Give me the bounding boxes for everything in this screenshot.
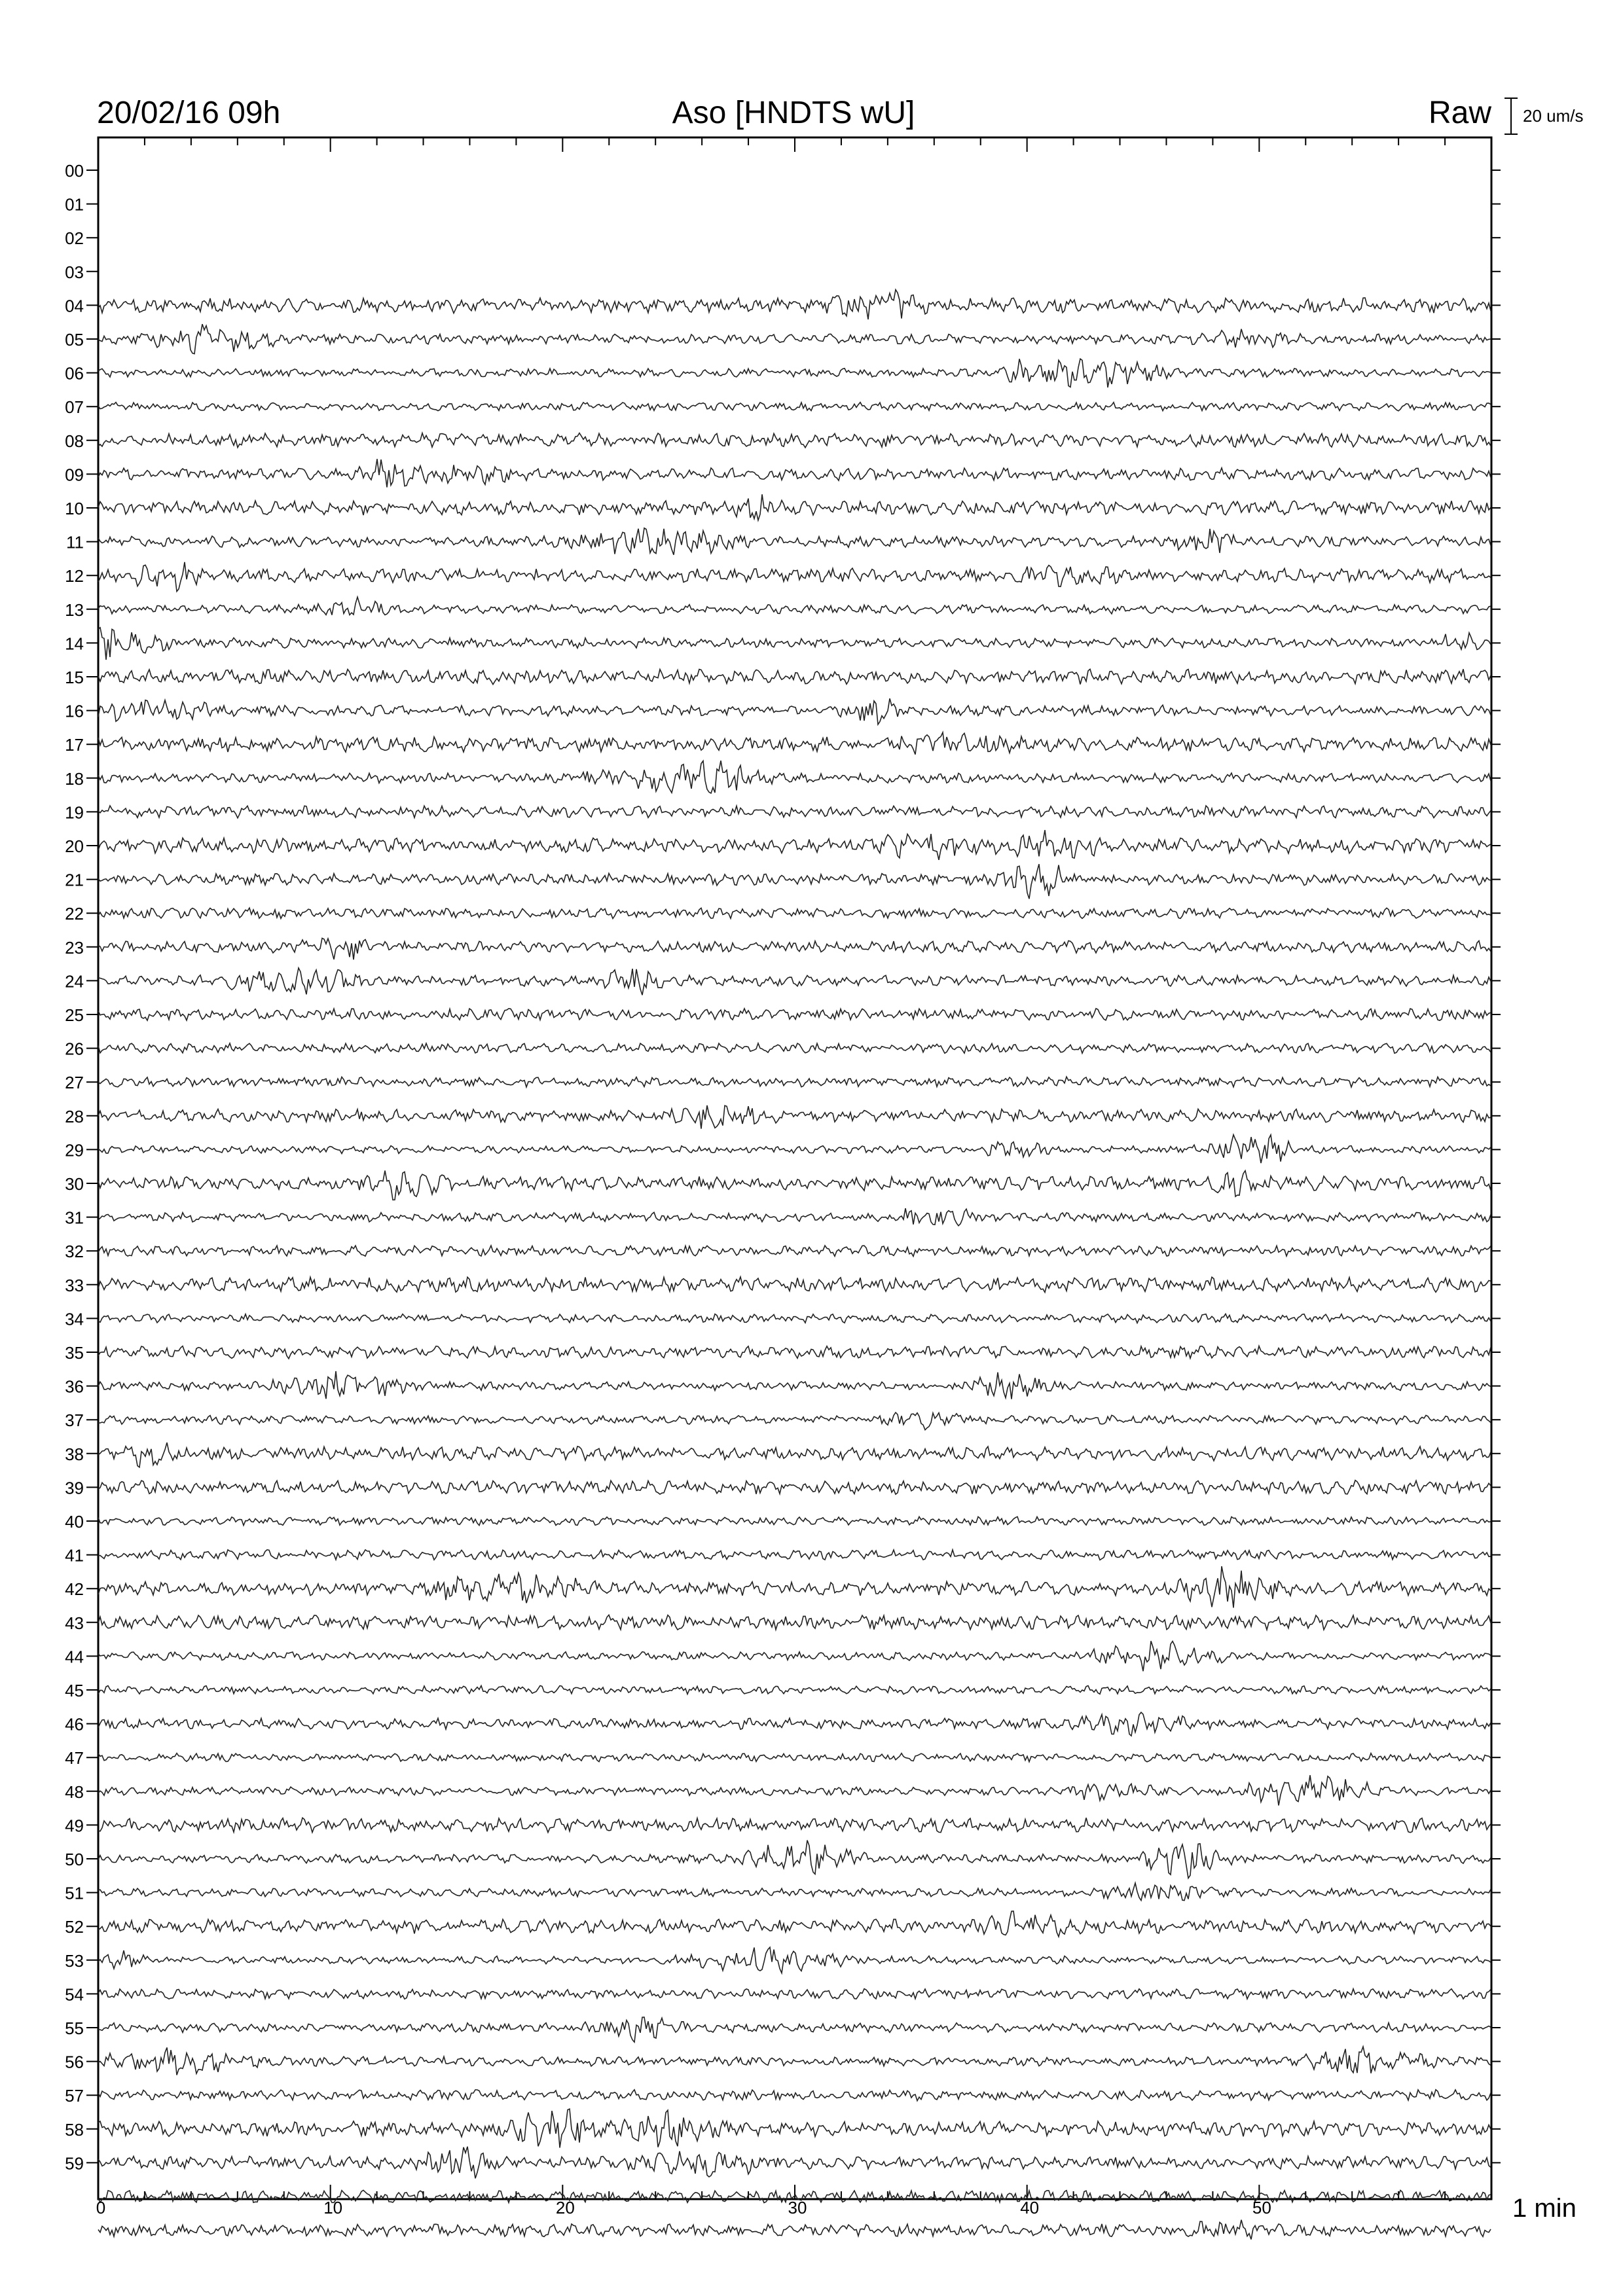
mode-label: Raw: [1428, 96, 1491, 130]
trace-56: [98, 2047, 1491, 2075]
trace-07: [98, 403, 1491, 411]
row-label: 03: [65, 262, 84, 282]
trace-05: [98, 324, 1491, 353]
trace-58: [98, 2109, 1491, 2147]
trace-27: [98, 1077, 1491, 1087]
x-axis-label: 1 min: [1512, 2194, 1577, 2223]
row-label: 50: [65, 1850, 84, 1869]
trace-12: [98, 562, 1491, 592]
row-label: 33: [65, 1275, 84, 1295]
row-label: 00: [65, 161, 84, 181]
top-axis-ticks: [98, 137, 1491, 152]
row-label: 13: [65, 600, 84, 620]
traces: [98, 290, 1491, 2240]
trace-37: [98, 1412, 1491, 1430]
row-label: 26: [65, 1039, 84, 1059]
row-label: 16: [65, 701, 84, 721]
x-tick-label: 20: [555, 2198, 575, 2217]
trace-31: [98, 1208, 1491, 1226]
row-label: 04: [65, 296, 84, 316]
row-label: 43: [65, 1613, 84, 1633]
trace-33: [98, 1277, 1491, 1293]
row-label: 45: [65, 1681, 84, 1700]
row-label: 40: [65, 1512, 84, 1532]
trace-18: [98, 761, 1491, 793]
trace-52: [98, 1911, 1491, 1937]
trace-15: [98, 669, 1491, 684]
trace-06: [98, 359, 1491, 387]
row-label: 15: [65, 668, 84, 687]
row-label: 36: [65, 1376, 84, 1397]
row-label: 20: [65, 836, 84, 856]
row-label: 35: [65, 1343, 84, 1363]
trace-39: [98, 1480, 1491, 1494]
row-label: 34: [65, 1309, 84, 1329]
row-label: 23: [65, 937, 84, 958]
x-tick-label: 40: [1020, 2198, 1040, 2217]
trace-42: [98, 1566, 1491, 1607]
trace-08: [98, 433, 1491, 448]
trace-45: [98, 1686, 1491, 1695]
row-label: 42: [65, 1579, 84, 1600]
trace-41: [98, 1550, 1491, 1560]
x-tick-label: 30: [788, 2198, 807, 2217]
row-label: 38: [65, 1444, 84, 1464]
trace-23: [98, 938, 1491, 960]
trace-34: [98, 1314, 1491, 1323]
row-label: 12: [65, 566, 84, 586]
row-label: 37: [65, 1410, 84, 1431]
plot-frame: [98, 137, 1491, 2199]
trace-51: [98, 1883, 1491, 1901]
trace-40: [98, 1516, 1491, 1525]
trace-35: [98, 1346, 1491, 1359]
trace-55: [98, 2017, 1491, 2042]
trace-29: [98, 1135, 1491, 1163]
row-labels: [65, 161, 1501, 2173]
trace-50: [98, 1840, 1491, 1878]
trace-36: [98, 1371, 1491, 1399]
row-label: 05: [65, 330, 84, 350]
row-label: 59: [65, 2153, 84, 2174]
row-label: 41: [65, 1545, 84, 1566]
trace-30: [98, 1171, 1491, 1200]
x-tick-label: 0: [96, 2198, 106, 2217]
row-label: 58: [65, 2119, 84, 2140]
row-label: 21: [65, 870, 84, 890]
row-label: 46: [65, 1714, 84, 1734]
trace-16: [98, 698, 1491, 725]
x-tick-label: 10: [323, 2198, 343, 2217]
trace-14: [98, 628, 1491, 660]
row-label: 55: [65, 2018, 84, 2038]
row-label: 11: [66, 532, 84, 552]
row-label: 31: [65, 1208, 84, 1228]
trace-13: [98, 597, 1491, 615]
trace-48: [98, 1775, 1491, 1805]
trace-24: [98, 968, 1491, 995]
trace-11: [98, 528, 1491, 555]
station-title: Aso [HNDTS wU]: [672, 96, 915, 130]
trace-38: [98, 1443, 1491, 1467]
row-label: 08: [65, 431, 84, 451]
x-tick-label: 50: [1252, 2198, 1271, 2217]
row-label: 48: [65, 1782, 84, 1802]
row-label: 44: [65, 1647, 84, 1667]
row-label: 39: [65, 1478, 84, 1498]
trace-extra-61: [98, 2220, 1491, 2240]
row-label: 52: [65, 1917, 84, 1937]
trace-25: [98, 1009, 1491, 1020]
scale-label: 20 um/s: [1523, 106, 1584, 126]
row-label: 22: [65, 904, 84, 924]
trace-26: [98, 1043, 1491, 1053]
row-label: 02: [65, 228, 84, 249]
trace-04: [98, 290, 1491, 319]
row-label: 10: [65, 499, 84, 518]
trace-47: [98, 1753, 1491, 1762]
row-label: 06: [65, 363, 84, 384]
row-label: 18: [65, 768, 84, 789]
row-label: 30: [65, 1174, 84, 1194]
bottom-axis-ticks: [98, 2185, 1491, 2199]
trace-28: [98, 1105, 1491, 1129]
row-label: 27: [65, 1073, 84, 1093]
trace-57: [98, 2090, 1491, 2101]
row-label: 47: [65, 1748, 84, 1768]
row-label: 49: [65, 1816, 84, 1836]
trace-19: [98, 806, 1491, 818]
trace-53: [98, 1947, 1491, 1973]
row-label: 53: [65, 1950, 84, 1971]
row-label: 56: [65, 2052, 84, 2072]
trace-32: [98, 1246, 1491, 1257]
row-label: 54: [65, 1984, 84, 2005]
row-label: 25: [65, 1005, 84, 1025]
row-label: 24: [65, 971, 84, 992]
trace-17: [98, 732, 1491, 755]
row-label: 07: [65, 397, 84, 418]
row-label: 32: [65, 1242, 84, 1262]
trace-59: [98, 2147, 1491, 2179]
trace-49: [98, 1818, 1491, 1832]
row-label: 01: [65, 194, 84, 215]
row-label: 29: [65, 1140, 84, 1160]
row-label: 09: [65, 465, 84, 485]
trace-20: [98, 830, 1491, 860]
row-label: 14: [65, 634, 84, 654]
trace-43: [98, 1615, 1491, 1630]
trace-54: [98, 1989, 1491, 2000]
row-label: 28: [65, 1106, 84, 1126]
row-label: 17: [65, 735, 84, 755]
date-hour-label: 20/02/16 09h: [97, 96, 281, 130]
trace-22: [98, 908, 1491, 918]
row-label: 19: [65, 802, 84, 823]
trace-44: [98, 1641, 1491, 1671]
row-label: 51: [65, 1883, 84, 1903]
trace-10: [98, 494, 1491, 520]
row-label: 57: [65, 2086, 84, 2106]
scale-bar: [1504, 98, 1584, 134]
trace-46: [98, 1712, 1491, 1736]
trace-09: [98, 459, 1491, 487]
trace-21: [98, 864, 1491, 899]
